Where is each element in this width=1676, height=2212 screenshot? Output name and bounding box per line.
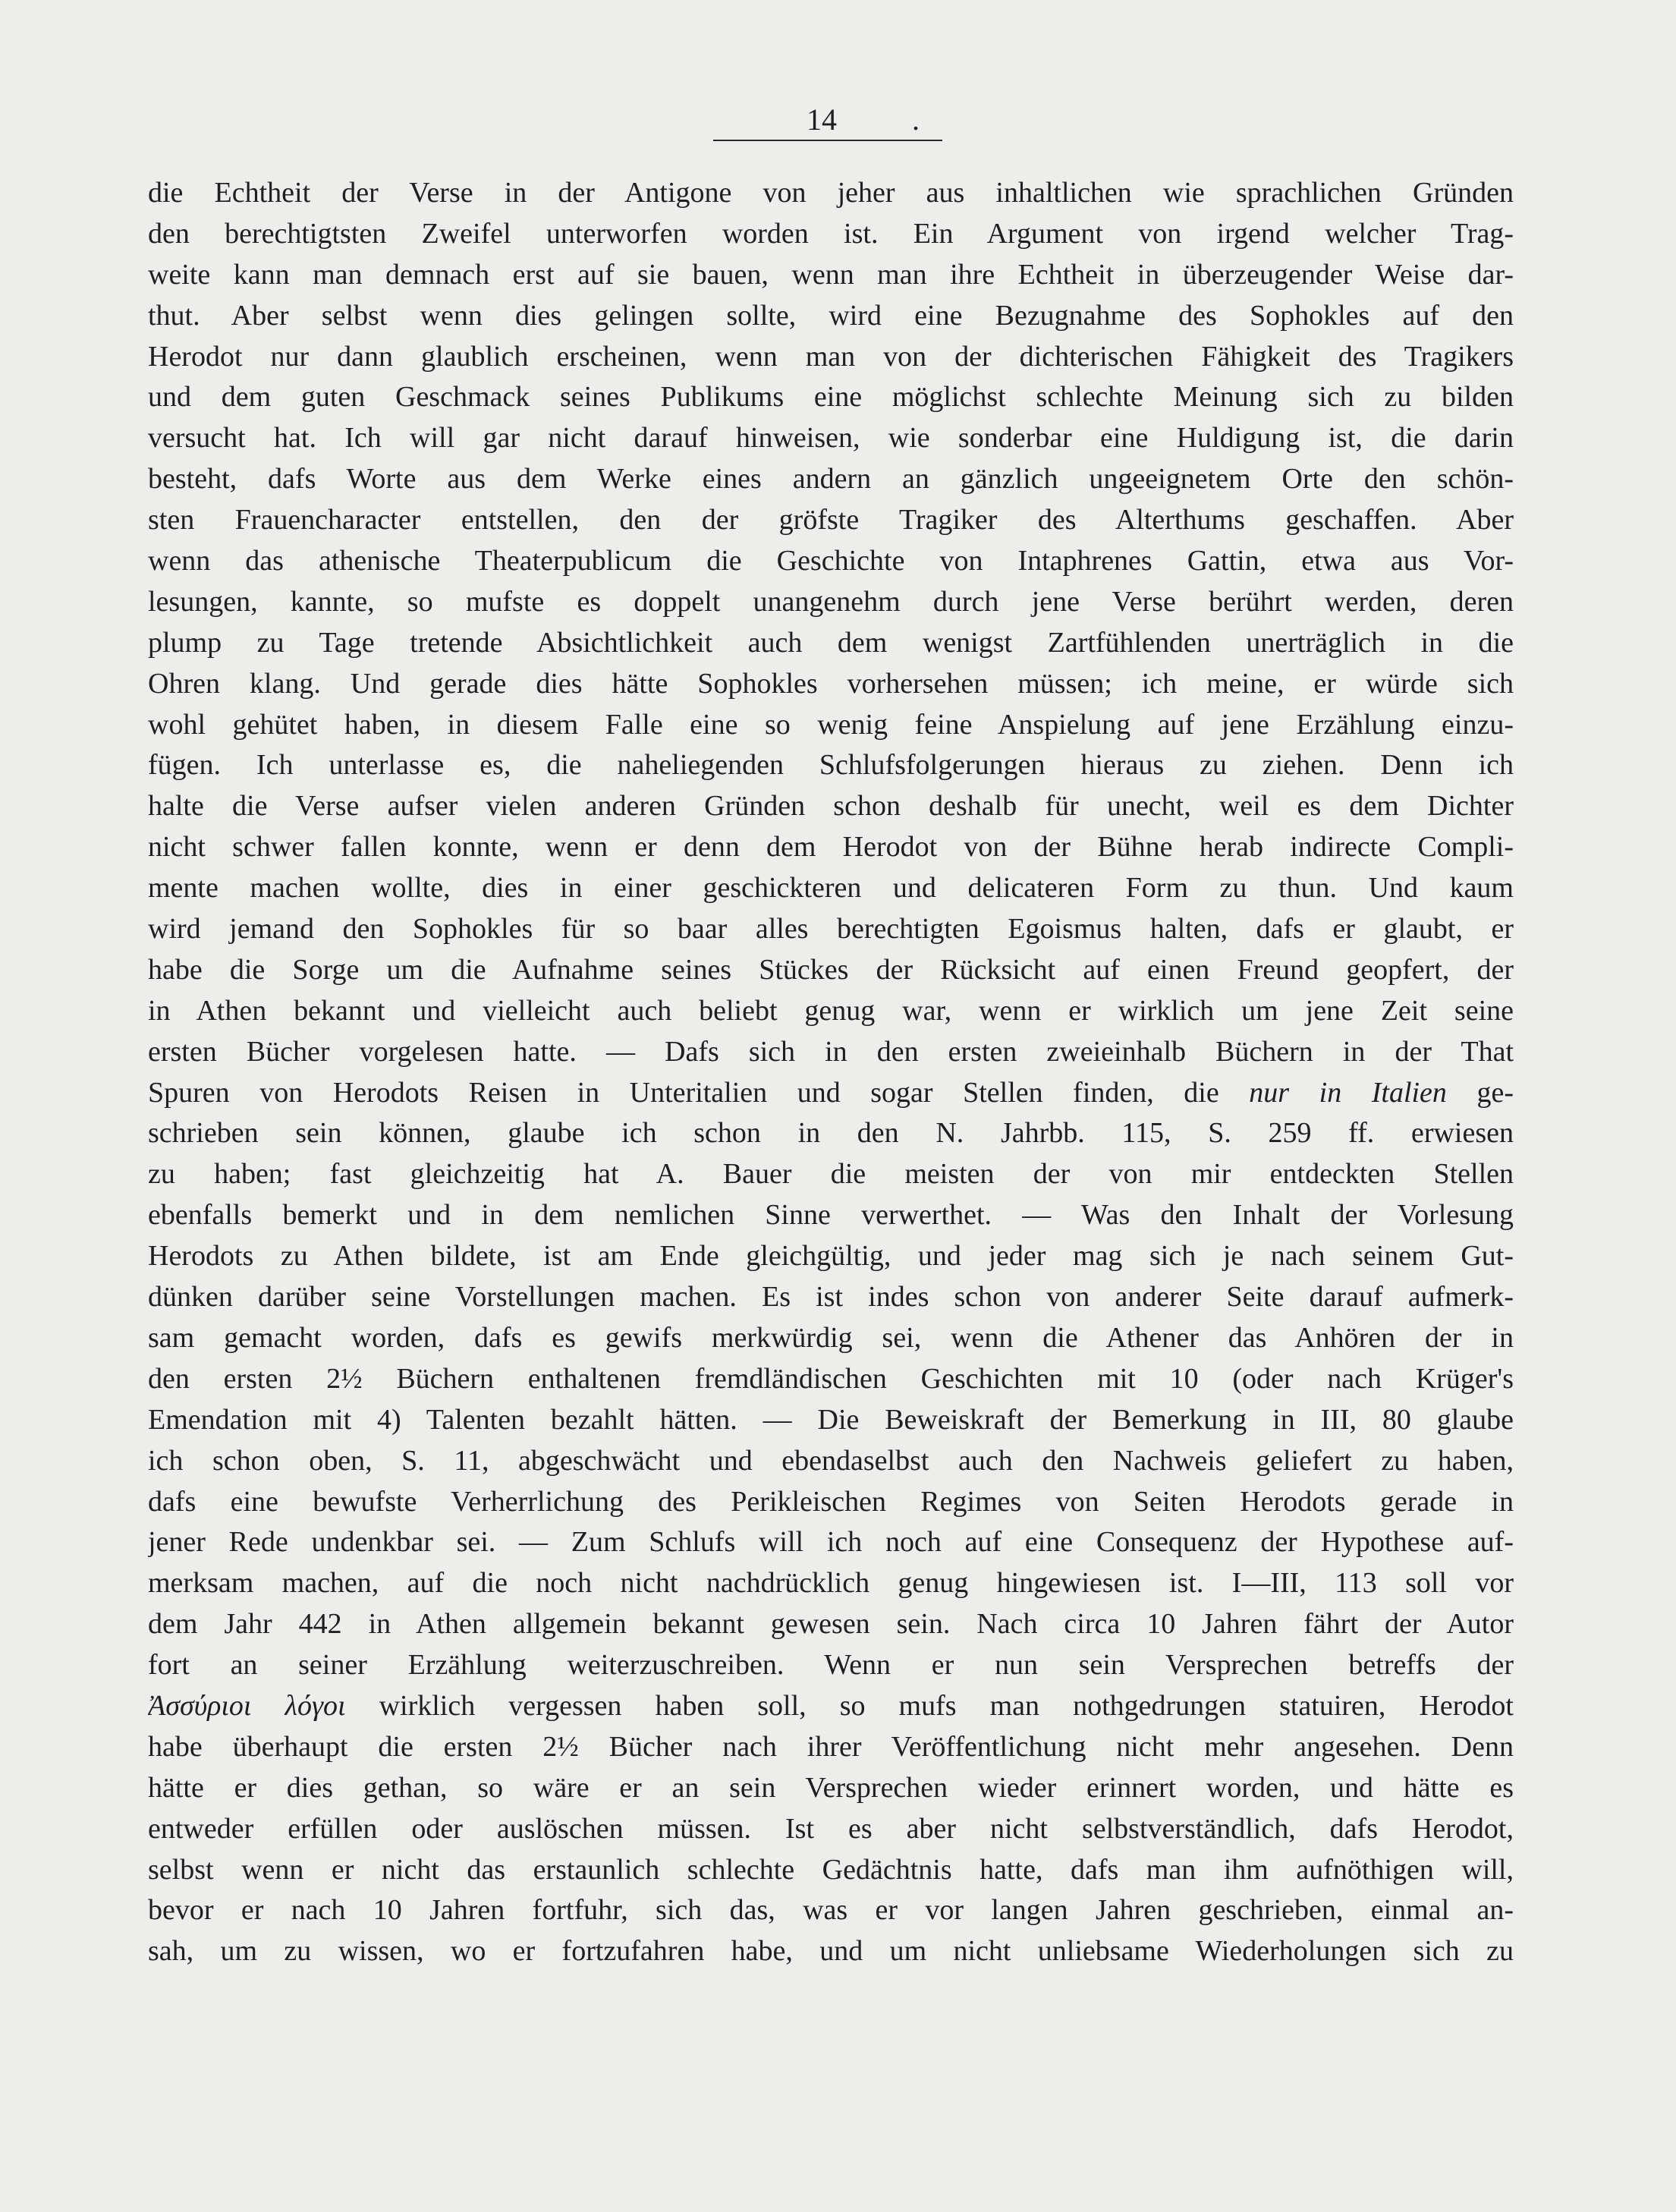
text-line: habe die Sorge um die Aufnahme seines Stückes der Rücksicht auf einen Freund geopfert, der [148, 953, 1514, 986]
text-line: selbst wenn er nicht das erstaunlich schlechte Gedächtnis hatte, dafs man ihm aufnöthigen will, [148, 1853, 1514, 1886]
text-line: sah, um zu wissen, wo er fortzufahren habe, und um nicht unliebsame Wiederholungen sich zu [148, 1935, 1514, 1968]
text-line-with-italic [148, 1073, 1514, 1114]
text-line: Herodot nur dann glaublich erscheinen, wenn man von der dichterischen Fähigkeit des Tragikers [148, 340, 1514, 373]
text-segment: wirklich vergessen haben soll, so mufs man nothgedrungen statuiren, Herodot [379, 1689, 1514, 1722]
page-number: 14 [807, 102, 837, 137]
text-line: mente machen wollte, dies in einer geschickteren und delicateren Form zu thun. Und kaum [148, 872, 1514, 905]
text-line: wird jemand den Sophokles für so baar alles berechtigten Egoismus halten, dafs er glaubt, er [148, 913, 1514, 946]
text-line: Emendation mit 4) Talenten bezahlt hätten. — Die Beweiskraft der Bemerkung in III, 80 glaube [148, 1403, 1514, 1436]
text-line: zu haben; fast gleichzeitig hat A. Bauer die meisten der von mir entdeckten Stellen [148, 1158, 1514, 1191]
text-line: und dem guten Geschmack seines Publikums eine möglichst schlechte Meinung sich zu bilden [148, 381, 1514, 414]
text-line: fort an seiner Erzählung weiterzuschreiben. Wenn er nun sein Versprechen betreffs der [148, 1649, 1514, 1682]
text-line: sten Frauencharacter entstellen, den der gröfste Tragiker des Alterthums geschaffen. Aber [148, 504, 1514, 536]
text-line: den ersten 2½ Büchern enthaltenen fremdländischen Geschichten mit 10 (oder nach Krüger's [148, 1362, 1514, 1395]
text-line: den berechtigtsten Zweifel unterworfen worden ist. Ein Argument von irgend welcher Trag- [148, 217, 1514, 250]
text-line: wenn das athenische Theaterpublicum die Geschichte von Intaphrenes Gattin, etwa aus Vor- [148, 545, 1514, 577]
text-line: thut. Aber selbst wenn dies gelingen sollte, wird eine Bezugnahme des Sophokles auf den [148, 299, 1514, 332]
text-line: bevor er nach 10 Jahren fortfuhr, sich das, was er vor langen Jahren geschrieben, einmal an- [148, 1894, 1514, 1927]
text-line: jener Rede undenkbar sei. — Zum Schlufs will ich noch auf eine Consequenz der Hypothese auf- [148, 1526, 1514, 1559]
text-line: Ohren klang. Und gerade dies hätte Sophokles vorhersehen müssen; ich meine, er würde sich [148, 667, 1514, 700]
text-line: dem Jahr 442 in Athen allgemein bekannt gewesen sein. Nach circa 10 Jahren fährt der Autor [148, 1608, 1514, 1641]
header-dot: . [912, 102, 920, 137]
text-line: ersten Bücher vorgelesen hatte. — Dafs sich in den ersten zweieinhalb Büchern in der That [148, 1035, 1514, 1068]
text-line: die Echtheit der Verse in der Antigone von jeher aus inhaltlichen wie sprachlichen Gründen [148, 177, 1514, 209]
text-line: ebenfalls bemerkt und in dem nemlichen Sinne verwerthet. — Was den Inhalt der Vorlesung [148, 1199, 1514, 1232]
text-line: entweder erfüllen oder auslöschen müssen. Ist es aber nicht selbstverständlich, dafs Herodot, [148, 1812, 1514, 1845]
text-line: plump zu Tage tretende Absichtlichkeit auch dem wenigst Zartfühlenden unerträglich in die [148, 626, 1514, 659]
text-line: weite kann man demnach erst auf sie bauen, wenn man ihre Echtheit in überzeugender Weise dar- [148, 258, 1514, 291]
text-line: sam gemacht worden, dafs es gewifs merkwürdig sei, wenn die Athener das Anhören der in [148, 1321, 1514, 1354]
text-line: dünken darüber seine Vorstellungen machen. Es ist indes schon von anderer Seite darauf aufmerk- [148, 1281, 1514, 1314]
text-line: hätte er dies gethan, so wäre er an sein Versprechen wieder erinnert worden, und hätte es [148, 1771, 1514, 1804]
text-line: fügen. Ich unterlasse es, die naheliegenden Schlufsfolgerungen hieraus zu ziehen. Denn ich [148, 749, 1514, 782]
text-segment: Spuren von Herodots Reisen in Unteritalien und sogar Stellen finden, die [148, 1076, 1219, 1109]
header-rule [713, 140, 942, 141]
text-line: nicht schwer fallen konnte, wenn er denn dem Herodot von der Bühne herab indirecte Compli- [148, 831, 1514, 864]
text-segment: ge- [1476, 1076, 1514, 1109]
text-line: halte die Verse aufser vielen anderen Gründen schon deshalb für unecht, weil es dem Dichter [148, 790, 1514, 823]
text-line: ich schon oben, S. 11, abgeschwächt und ebendaselbst auch den Nachweis geliefert zu haben, [148, 1444, 1514, 1477]
text-line: habe überhaupt die ersten 2½ Bücher nach ihrer Veröffentlichung nicht mehr angesehen. Denn [148, 1730, 1514, 1763]
text-line: besteht, dafs Worte aus dem Werke eines andern an gänzlich ungeeignetem Orte den schön- [148, 463, 1514, 496]
text-line: schrieben sein können, glaube ich schon in den N. Jahrbb. 115, S. 259 ff. erwiesen [148, 1117, 1514, 1150]
greek-phrase: Ἀσσύριοι λόγοι [148, 1689, 346, 1722]
text-line: lesungen, kannte, so mufste es doppelt unangenehm durch jene Verse berührt werden, deren [148, 585, 1514, 618]
text-line: versucht hat. Ich will gar nicht darauf hinweisen, wie sonderbar eine Huldigung ist, die darin [148, 422, 1514, 455]
italic-phrase: nur in Italien [1249, 1076, 1447, 1109]
text-line: in Athen bekannt und vielleicht auch beliebt genug war, wenn er wirklich um jene Zeit seine [148, 994, 1514, 1027]
page-header [713, 97, 941, 143]
text-line: dafs eine bewufste Verherrlichung des Perikleischen Regimes von Seiten Herodots gerade in [148, 1485, 1514, 1518]
text-line-with-greek [148, 1686, 1514, 1727]
text-line: merksam machen, auf die noch nicht nachdrücklich genug hingewiesen ist. I—III, 113 soll vor [148, 1567, 1514, 1600]
text-line: Herodots zu Athen bildete, ist am Ende gleichgültig, und jeder mag sich je nach seinem Gut- [148, 1240, 1514, 1273]
text-line: wohl gehütet haben, in diesem Falle eine so wenig feine Anspielung auf jene Erzählung einzu- [148, 708, 1514, 741]
body-text [148, 173, 1514, 1972]
